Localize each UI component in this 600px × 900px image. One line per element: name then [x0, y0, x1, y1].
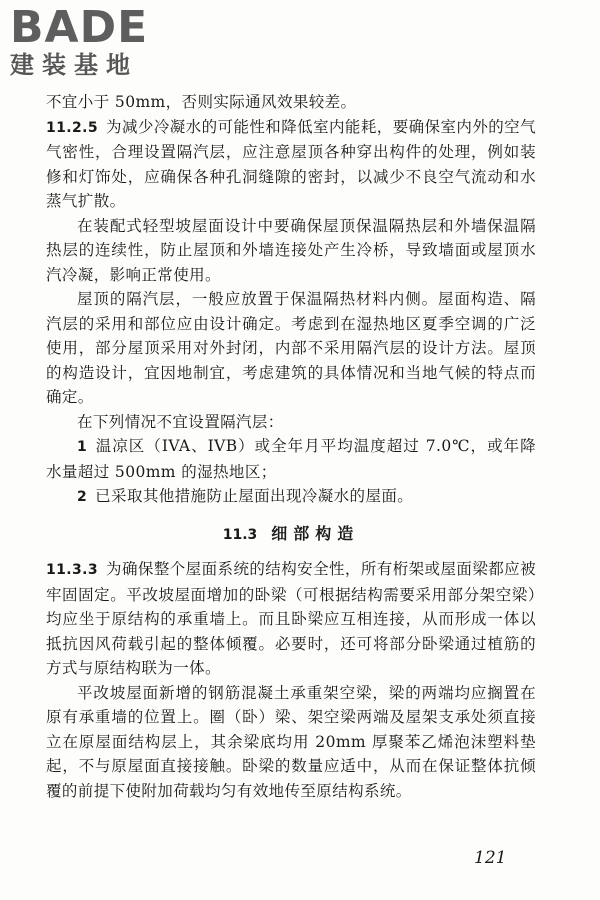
- paragraph: 在下列情况不宜设置隔汽层：: [77, 412, 284, 431]
- publisher-logo: [10, 2, 180, 79]
- list-text: 已采取其他措施防止屋面出现冷凝水的屋面。: [95, 487, 414, 505]
- list-item: [46, 484, 536, 510]
- paragraph-continued: 不宜小于 50mm，否则实际通风效果较差。: [46, 93, 357, 111]
- section-heading: [46, 522, 536, 548]
- page-body: [46, 90, 536, 803]
- paragraph: 在装配式轻型坡屋面设计中要确保屋顶保温隔热层和外墙保温隔热层的连续性，防止屋顶和外墙连接处产生冷桥，导致墙面或屋顶水汽冷凝，影响正常使用。: [46, 216, 536, 284]
- section-title: 细部构造: [271, 523, 360, 543]
- logo-subtitle: 建装基地: [10, 51, 138, 79]
- paragraph: 屋顶的隔汽层，一般应放置于保温隔热材料内侧。屋面构造、隔汽层的采用和部位应由设计确定。考虑到在湿热地区夏季空调的广泛使用，部分屋顶采用对外封闭，内部不采用隔汽层的设计方法。屋顶的构造设计，宜因地制宜，考虑建筑的具体情况和当地气候的特点而确定。: [46, 290, 536, 406]
- clause-11-3-3: [46, 557, 536, 681]
- section-number: 11.3: [222, 526, 258, 543]
- list-text: 温凉区（IVA、IVB）或全年月平均温度超过 7.0℃，或年降水量超过 500mm 的湿热地区；: [46, 437, 536, 481]
- page-number: 121: [474, 848, 507, 868]
- clause-number: 11.2.5: [46, 119, 99, 136]
- list-number: 1: [77, 439, 88, 455]
- list-number: 2: [77, 489, 88, 505]
- clause-text: 为减少冷凝水的可能性和降低室内能耗，要确保室内外的空气气密性，合理设置隔汽层，应注意屋顶各种穿出构件的处理，例如装修和灯饰处，应确保各种孔洞缝隙的密封，以减少不良空气流动和水蒸气扩散。: [46, 117, 536, 210]
- list-item: [46, 434, 536, 484]
- paragraph: 平改坡屋面新增的钢筋混凝土承重架空梁，梁的两端均应搁置在原有承重墙的位置上。圈（卧）梁、架空梁两端及屋架支承处须直接立在原屋面结构层上，其余梁底均用 20mm 厚聚苯乙烯泡沫塑料垫起，不与原屋面直接接触。卧梁的数量应适中，从而在保证整体抗倾覆的前提下使附加荷载均匀有效地传至原结构系统。: [46, 683, 536, 800]
- clause-text: 为确保整个屋面系统的结构安全性，所有桁架或屋面梁都应被牢固固定。平改坡屋面增加的卧梁（可根据结构需要采用部分架空梁）均应坐于原结构的承重墙上。而且卧梁应互相连接，从而形成一体以抵抗因风荷载引起的整体倾覆。必要时，还可将部分卧梁通过植筋的方式与原结构联为一体。: [46, 560, 536, 677]
- logo-wordmark: BADE: [10, 2, 149, 53]
- clause-11-2-5: [46, 115, 536, 214]
- clause-number: 11.3.3: [46, 562, 99, 578]
